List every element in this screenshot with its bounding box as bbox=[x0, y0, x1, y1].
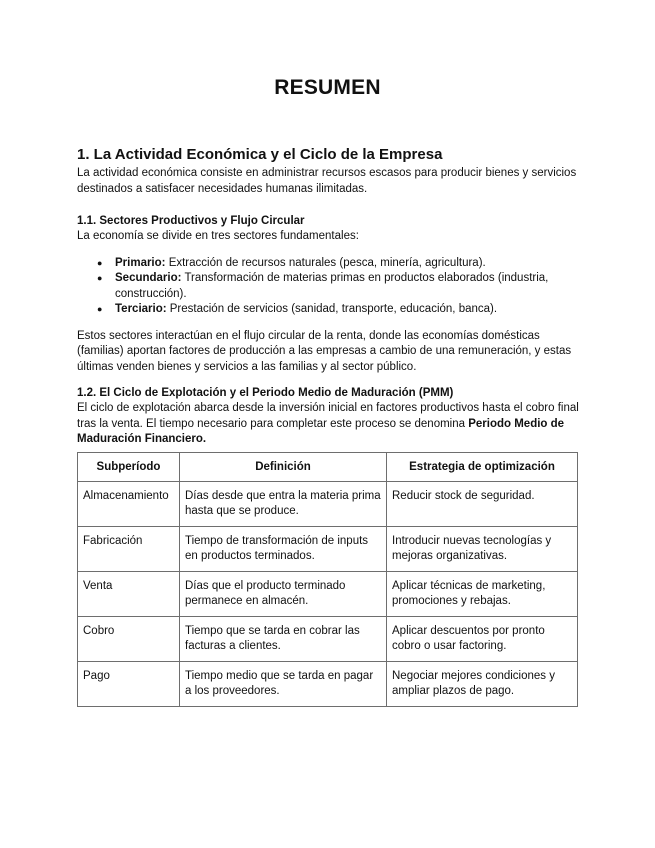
document-title: RESUMEN bbox=[274, 76, 381, 99]
table-cell: Aplicar técnicas de marketing, promociones y rebajas. bbox=[387, 571, 578, 616]
sector-list bbox=[77, 256, 579, 318]
table-row bbox=[78, 481, 578, 526]
table-cell: Días desde que entra la materia prima hasta que se produce. bbox=[180, 481, 387, 526]
section-1-intro: La actividad económica consiste en administrar recursos escasos para producir bienes y servicios destinados a satisfacer necesidades humanas ilimitadas. bbox=[77, 167, 577, 195]
column-header: Subperíodo bbox=[78, 452, 180, 481]
table-cell: Cobro bbox=[78, 616, 180, 661]
sector-name: Terciario: bbox=[115, 303, 167, 315]
table-row bbox=[78, 526, 578, 571]
table-cell: Fabricación bbox=[78, 526, 180, 571]
list-item bbox=[77, 302, 579, 318]
table-header-row bbox=[78, 452, 578, 481]
table-cell: Tiempo que se tarda en cobrar las facturas a clientes. bbox=[180, 616, 387, 661]
table-cell: Aplicar descuentos por pronto cobro o usar factoring. bbox=[387, 616, 578, 661]
sector-description: Extracción de recursos naturales (pesca, minería, agricultura). bbox=[165, 256, 486, 269]
column-header: Estrategia de optimización bbox=[387, 452, 578, 481]
document-body bbox=[77, 146, 579, 707]
pmm-term: Periodo Medio de Maduración Financiero. bbox=[77, 417, 565, 445]
section-1-1-heading: 1.1. Sectores Productivos y Flujo Circular bbox=[77, 215, 305, 227]
sector-name: Secundario: bbox=[115, 272, 182, 284]
section-1-2-heading: 1.2. El Ciclo de Explotación y el Periodo Medio de Maduración (PMM) bbox=[77, 387, 454, 399]
table-row bbox=[78, 616, 578, 661]
table-cell: Almacenamiento bbox=[78, 481, 180, 526]
section-1-2-intro: El ciclo de explotación abarca desde la inversión inicial en factores productivos hasta el cobro final tras la venta. El tiempo necesario para completar este proceso se denomina Periodo Medio de Maduración Financiero. bbox=[77, 402, 579, 445]
section-1-1-closing: Estos sectores interactúan en el flujo circular de la renta, donde las economías domésticas (familias) aportan factores de producción a las empresas a cambio de una remuneración, y estas últimas venden bienes y servicios a las familias y al sector público. bbox=[77, 329, 572, 373]
table-cell: Tiempo de transformación de inputs en productos terminados. bbox=[180, 526, 387, 571]
bullet-icon: ● bbox=[97, 273, 103, 283]
table-cell: Reducir stock de seguridad. bbox=[387, 481, 578, 526]
table-cell: Días que el producto terminado permanece en almacén. bbox=[180, 571, 387, 616]
table-cell: Introducir nuevas tecnologías y mejoras organizativas. bbox=[387, 526, 578, 571]
sector-description: Prestación de servicios (sanidad, transporte, educación, banca). bbox=[166, 303, 498, 315]
sector-description: Transformación de materias primas en productos elaborados (industria, construcción). bbox=[115, 272, 549, 300]
list-item bbox=[77, 256, 579, 272]
section-1-heading: 1. La Actividad Económica y el Ciclo de la Empresa bbox=[77, 146, 443, 163]
table-row bbox=[78, 661, 578, 706]
table-cell: Tiempo medio que se tarda en pagar a los proveedores. bbox=[180, 661, 387, 706]
table-row bbox=[78, 571, 578, 616]
pmm-table bbox=[77, 452, 578, 707]
table-cell: Venta bbox=[78, 571, 180, 616]
column-header: Definición bbox=[180, 452, 387, 481]
table-cell: Pago bbox=[78, 661, 180, 706]
bullet-icon: ● bbox=[97, 257, 103, 268]
list-item bbox=[77, 271, 579, 302]
sector-name: Primario: bbox=[115, 256, 166, 269]
table-cell: Negociar mejores condiciones y ampliar plazos de pago. bbox=[387, 661, 578, 706]
section-1-1-intro: La economía se divide en tres sectores fundamentales: bbox=[77, 230, 359, 242]
bullet-icon: ● bbox=[97, 304, 103, 314]
